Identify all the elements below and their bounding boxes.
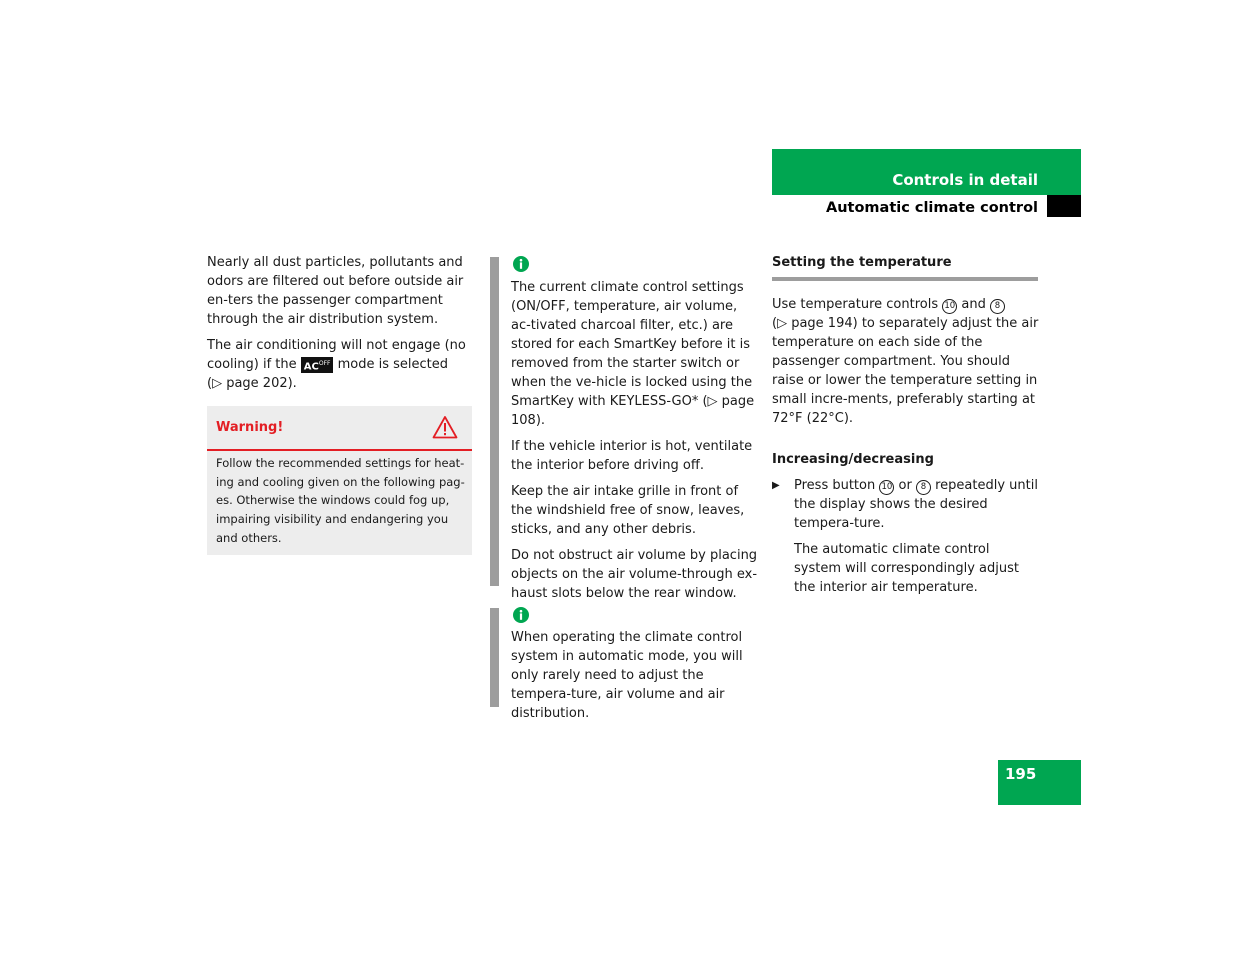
info-bar bbox=[490, 257, 499, 586]
bullet-arrow-icon: ▶ bbox=[772, 480, 780, 491]
info-paragraph: Keep the air intake grille in front of the windshield free of snow, leaves, sticks, and any other debris. bbox=[511, 484, 745, 537]
page-number-box bbox=[998, 760, 1081, 805]
section-title: Controls in detail bbox=[892, 171, 1038, 189]
info-paragraph: The current climate control settings (ON/OFF, temperature, air volume, ac-tivated charcoal filter, etc.) are stored for each SmartKey before it is removed from the starter switch or when the ve-hicle is locked using the SmartKey with KEYLESS-GO* (▷ page 108). bbox=[511, 280, 755, 428]
section-header-bar bbox=[772, 149, 1081, 195]
info-paragraph: Do not obstruct air volume by placing objects on the air volume-through ex-haust slots below the rear window. bbox=[511, 548, 758, 601]
page-reference: (▷ page 202). bbox=[207, 376, 297, 391]
instruction-step: ▶ Press button 10 or 8 repeatedly until the display shows the desired tempera-ture. bbox=[772, 478, 1038, 531]
subsection-heading: Increasing/decreasing bbox=[772, 452, 934, 467]
control-number-10: 10 bbox=[879, 480, 894, 495]
subsection-title: Automatic climate control bbox=[825, 200, 1038, 216]
warning-label: Warning! bbox=[216, 420, 284, 435]
warning-header bbox=[207, 406, 472, 451]
warning-text: Follow the recommended settings for heat-ing and cooling given on the following pag-es. Otherwise the windows could fog up, impairing visibility and endangering you and others. bbox=[216, 456, 465, 545]
temperature-paragraph: Use temperature controls 10 and 8 (▷ page 194) to separately adjust the air temperature on each side of the passenger compartment. You should raise or lower the temperature setting in small incre-ments, preferably starting at 72°F (22°C). bbox=[772, 297, 1039, 426]
info-note-1 bbox=[511, 278, 761, 610]
step-result: The automatic climate control system will correspondingly adjust the interior air temperature. bbox=[794, 542, 1019, 595]
control-number-8: 8 bbox=[916, 480, 931, 495]
info-icon bbox=[513, 607, 529, 623]
info-paragraph: When operating the climate control system in automatic mode, you will only rarely need to adjust the tempera-ture, air volume and air distribution. bbox=[511, 630, 743, 721]
right-column bbox=[772, 253, 1040, 604]
ac-off-button-symbol: $AC^{OFF}$ bbox=[301, 357, 334, 373]
filter-paragraph: Nearly all dust particles, pollutants and odors are filtered out before outside air en-ters the passenger compartment through the air distribution system. bbox=[207, 255, 464, 327]
info-icon bbox=[513, 256, 529, 272]
warning-box bbox=[207, 406, 472, 555]
info-bar bbox=[490, 608, 499, 707]
control-number-8: 8 bbox=[990, 299, 1005, 314]
page-number: 195 bbox=[1005, 765, 1037, 783]
info-note-2 bbox=[511, 628, 761, 730]
section-heading: Setting the temperature bbox=[772, 253, 1038, 281]
control-number-10: 10 bbox=[942, 299, 957, 314]
ac-paragraph: The air conditioning will not engage (no cooling) if the $AC^{OFF}$ mode is selected (▷ page 202). bbox=[207, 338, 466, 391]
info-paragraph: If the vehicle interior is hot, ventilate the interior before driving off. bbox=[511, 439, 753, 473]
header-marker-block bbox=[1047, 195, 1081, 217]
left-column bbox=[207, 253, 475, 400]
warning-triangle-icon bbox=[432, 415, 458, 439]
